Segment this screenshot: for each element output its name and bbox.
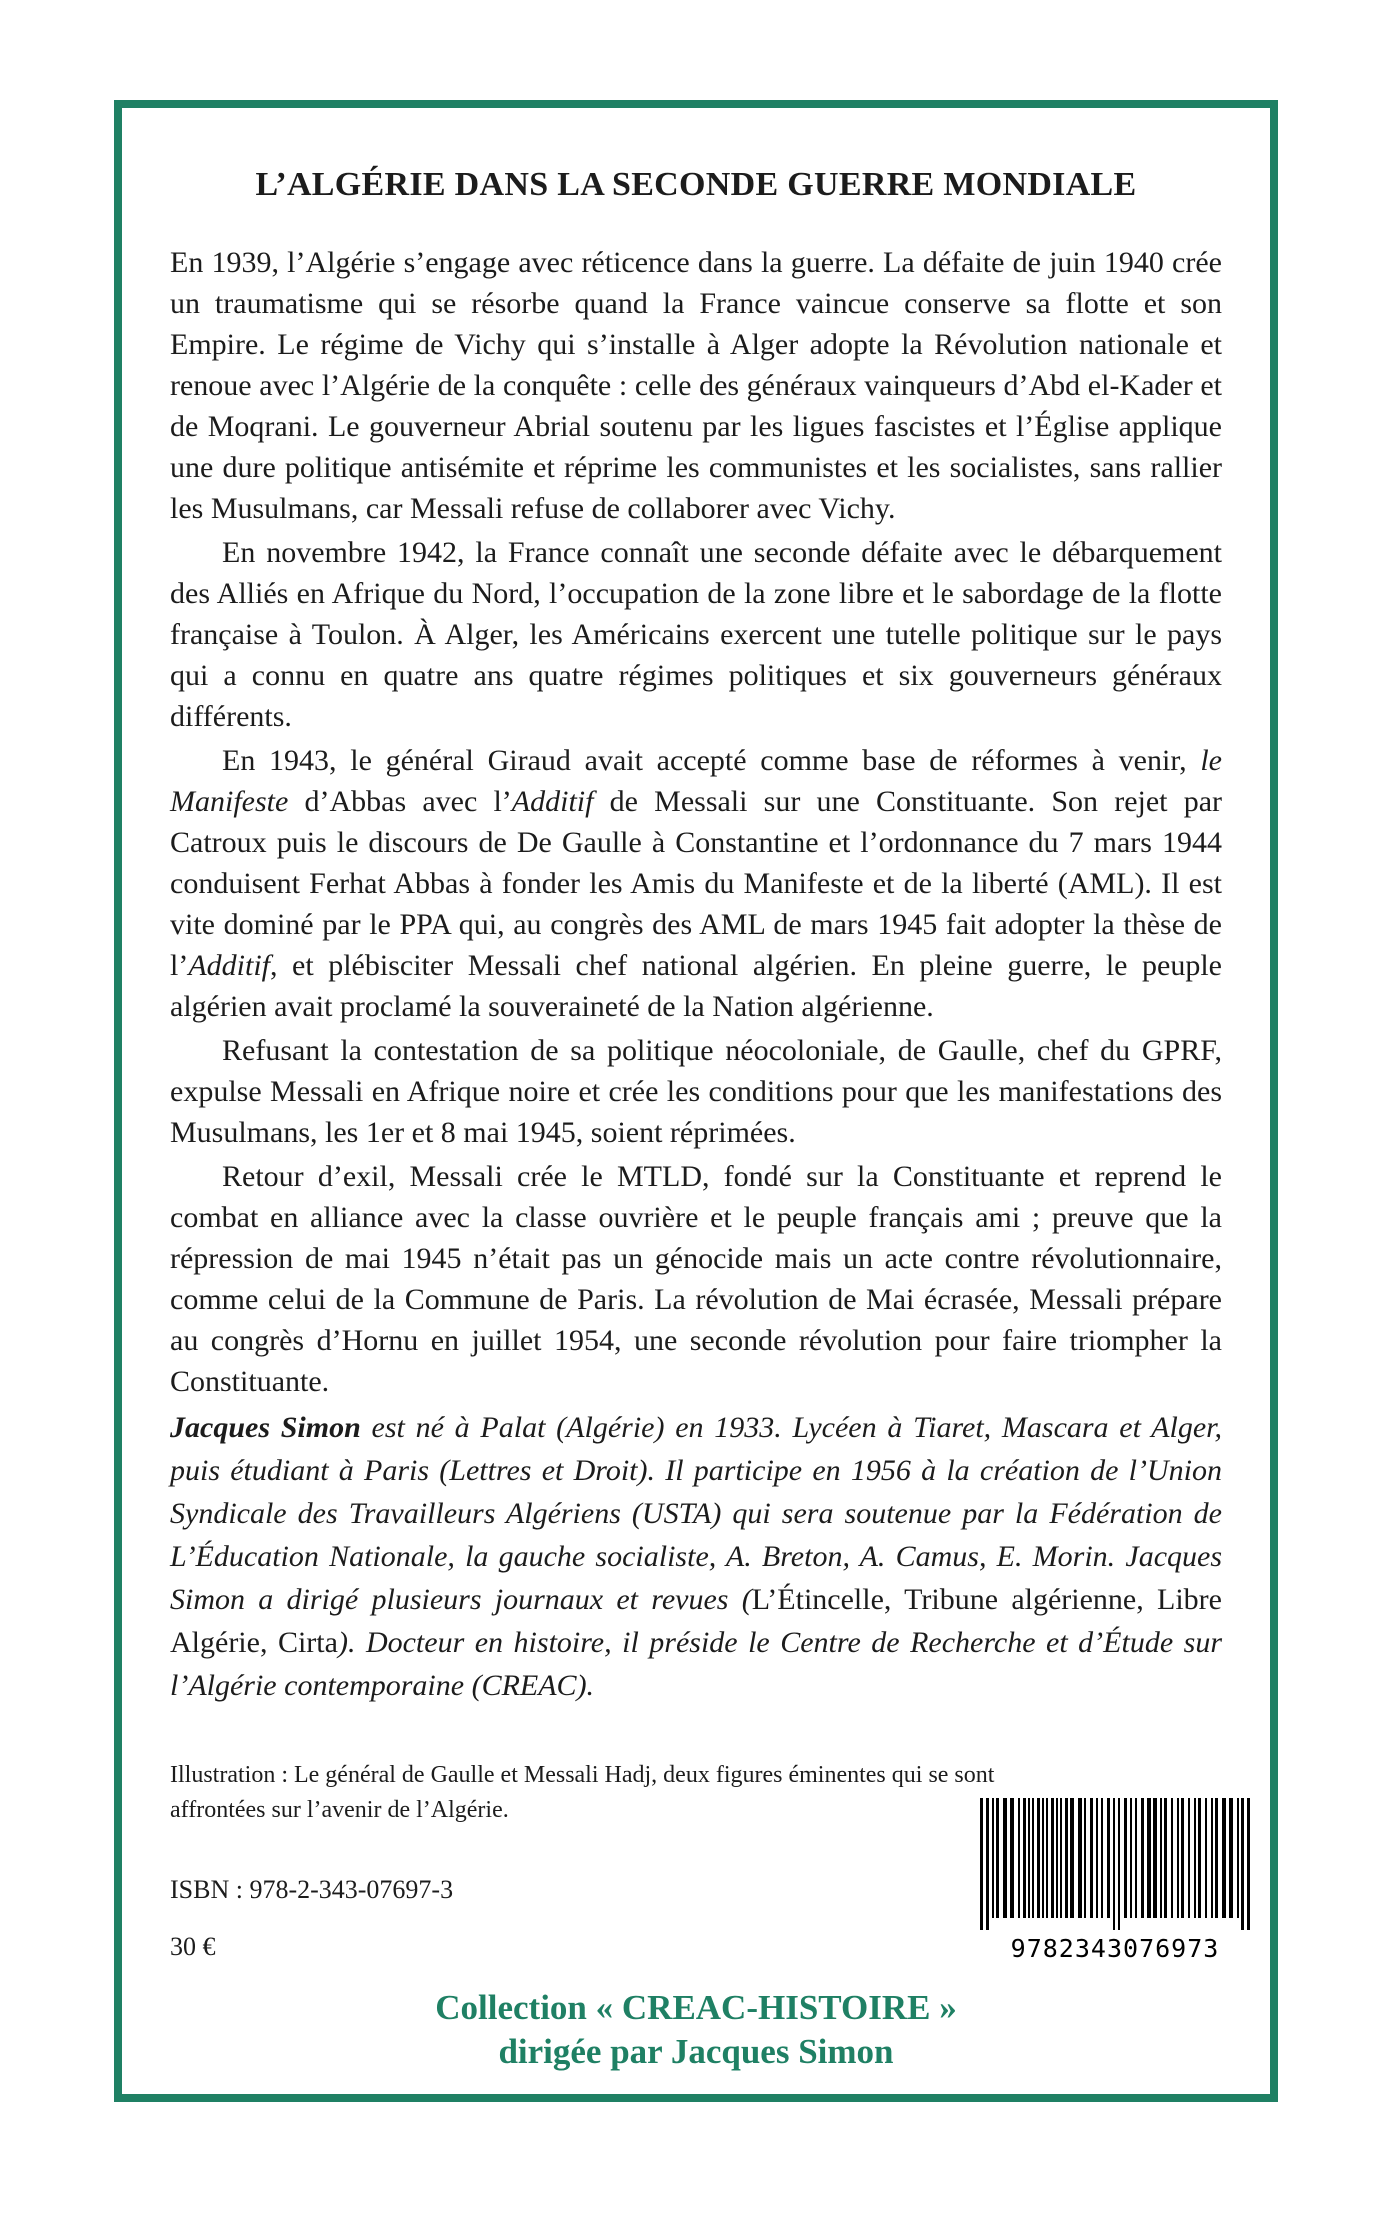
barcode-bar (1003, 1798, 1007, 1918)
barcode-bar (1032, 1798, 1034, 1918)
barcode-bar (1124, 1798, 1127, 1918)
barcode-bar (986, 1798, 989, 1930)
collection-name: Collection « CREAC-HISTOIRE » (435, 1988, 957, 2027)
barcode-bar (1147, 1798, 1151, 1918)
summary-text (170, 242, 1222, 1405)
p3-emphasis-manifeste: le Manifeste (170, 744, 1222, 818)
summary-paragraph-4: Refusant la contestation de sa politique néocoloniale, de Gaulle, chef du GPRF, expulse Messali en Afrique noire et crée les conditions pour que les manifestations des Musulmans, les 1er et 8 mai 1945, soient réprimées. (170, 1034, 1222, 1149)
barcode-bar (1247, 1798, 1250, 1930)
p3-text-1: En 1943, le général Giraud avait accepté comme base de réformes à venir, (222, 744, 1201, 777)
barcode-bar (1051, 1798, 1054, 1918)
barcode-bar (1107, 1798, 1110, 1918)
cover-frame (114, 100, 1278, 2102)
p3-text-2: d’Abbas avec l’ (288, 785, 512, 818)
barcode-bar (1211, 1798, 1213, 1918)
isbn: ISBN : 978-2-343-07697-3 (170, 1875, 454, 1904)
collection-info (122, 1986, 1270, 2074)
barcode-bar (1096, 1798, 1098, 1918)
author-bio-text-1: est né à Palat (Algérie) en 1933. Lycéen à Tiaret, Mascara et Alger, puis étudiant à Paris (Lettres et Droit). Il participe en 1956 à la création de l’Union Syndicale des Travailleurs Algériens (USTA) qui sera soutenue par la Fédération de L’Éducation Nationale, la gauche socialiste, A. Breton, A. Camus, E. Morin. Jacques Simon a dirigé plusieurs journaux et revues ( (170, 1411, 1222, 1616)
barcode-bar (1241, 1798, 1244, 1930)
summary-paragraph-2: En novembre 1942, la France connaît une seconde défaite avec le débarquement des Alliés en Afrique du Nord, l’occupation de la zone libre et le sabordage de la flotte française à Toulon. À Alger, les Américains exercent une tutelle politique sur le pays qui a connu en quatre ans quatre régimes politiques et six gouverneurs généraux différents. (170, 536, 1222, 733)
barcode-bar (1042, 1798, 1044, 1918)
barcode-bar (1177, 1798, 1179, 1918)
barcode-bar (1060, 1798, 1062, 1918)
p3-emphasis-additif: Additif (511, 785, 594, 818)
p3-text-4: , et plébisciter Messali chef national algérien. En pleine guerre, le peuple algérien avait proclamé la souveraineté de la Nation algérienne. (170, 949, 1222, 1023)
barcode-bar (1229, 1798, 1233, 1918)
summary-paragraph-1: En 1939, l’Algérie s’engage avec réticence dans la guerre. La défaite de juin 1940 crée un traumatisme qui se résorbe quand la France vaincue conserve sa flotte et son Empire. Le régime de Vichy qui s’installe à Alger adopte la Révolution nationale et renoue avec l’Algérie de la conquête : celle des généraux vainqueurs d’Abd el-Kader et de Moqrani. Le gouverneur Abrial soutenu par les ligues fascistes et l’Église applique une dure politique antisémite et réprime les communistes et les socialistes, sans rallier les Musulmans, car Messali refuse de collaborer avec Vichy. (170, 246, 1222, 525)
barcode-bar (1010, 1798, 1014, 1918)
collection-editor: dirigée par Jacques Simon (498, 2032, 894, 2071)
barcode-bar (1070, 1798, 1074, 1918)
barcode-bars (976, 1798, 1254, 1930)
barcode-bar (1018, 1798, 1020, 1918)
barcode-bar (1160, 1798, 1162, 1918)
barcode-bar (1198, 1798, 1201, 1918)
barcode-bar (1141, 1798, 1144, 1918)
barcode (976, 1798, 1254, 1968)
barcode-bar (992, 1798, 994, 1918)
barcode-bar (1181, 1798, 1184, 1918)
barcode-bar (1130, 1798, 1132, 1918)
barcode-bar (1222, 1798, 1226, 1918)
barcode-bar (1194, 1798, 1196, 1918)
barcode-bar (1037, 1798, 1040, 1918)
p3-emphasis-additif-2: Additif (188, 949, 270, 982)
author-journals: L’Étincelle, Tribune algérienne, Libre Algérie, Cirta (170, 1583, 1222, 1659)
barcode-bar (1056, 1798, 1058, 1918)
barcode-bar (1188, 1798, 1190, 1918)
author-bio-text-2: ). Docteur en histoire, il préside le Centre de Recherche et d’Étude sur l’Algérie contemporaine (CREAC). (170, 1626, 1222, 1702)
barcode-bar (1135, 1798, 1137, 1918)
barcode-bar (1113, 1798, 1115, 1930)
barcode-bar (1164, 1798, 1167, 1918)
barcode-bar (1215, 1798, 1218, 1918)
price: 30 € (170, 1932, 216, 1961)
barcode-bar (1237, 1798, 1239, 1918)
barcode-bar (1171, 1798, 1173, 1918)
book-title: L’ALGÉRIE DANS LA SECONDE GUERRE MONDIALE (255, 166, 1137, 203)
author-bio (170, 1406, 1222, 1707)
barcode-bar (1205, 1798, 1207, 1918)
barcode-number: 9782343076973 (1010, 1934, 1220, 1963)
barcode-bar (1023, 1798, 1026, 1918)
summary-paragraph-5: Retour d’exil, Messali crée le MTLD, fondé sur la Constituante et reprend le combat en alliance avec la classe ouvrière et le peuple français ami ; preuve que la répression de mai 1945 n’était pas un génocide mais un acte contre révolutionnaire, comme celui de la Commune de Paris. La révolution de Mai écrasée, Messali prépare au congrès d’Hornu en juillet 1954, une seconde révolution pour faire triompher la Constituante. (170, 1160, 1222, 1398)
p3-text-3: de Messali sur une Constituante. Son rejet par Catroux puis le discours de De Gaulle à Constantine et l’ordonnance du 7 mars 1944 conduisent Ferhat Abbas à fonder les Amis du Manifeste et de la liberté (AML). Il est vite dominé par le PPA qui, au congrès des AML de mars 1945 fait adopter la thèse de l’ (170, 785, 1223, 982)
barcode-bar (980, 1798, 983, 1930)
barcode-bar (1046, 1798, 1048, 1918)
author-name: Jacques Simon (170, 1411, 361, 1444)
barcode-bar (996, 1798, 999, 1918)
barcode-bar (1101, 1798, 1103, 1918)
barcode-bar (1118, 1798, 1120, 1930)
barcode-bar (1065, 1798, 1068, 1918)
barcode-bar (1084, 1798, 1086, 1918)
barcode-bar (1078, 1798, 1082, 1918)
barcode-bar (1153, 1798, 1157, 1918)
illustration-credit: Illustration : Le général de Gaulle et Messali Hadj, deux figures éminentes qui se sont affrontées sur l’avenir de l’Algérie. (170, 1762, 995, 1823)
barcode-bar (1090, 1798, 1093, 1918)
summary-paragraph-3 (170, 740, 1222, 1027)
barcode-bar (1028, 1798, 1030, 1918)
